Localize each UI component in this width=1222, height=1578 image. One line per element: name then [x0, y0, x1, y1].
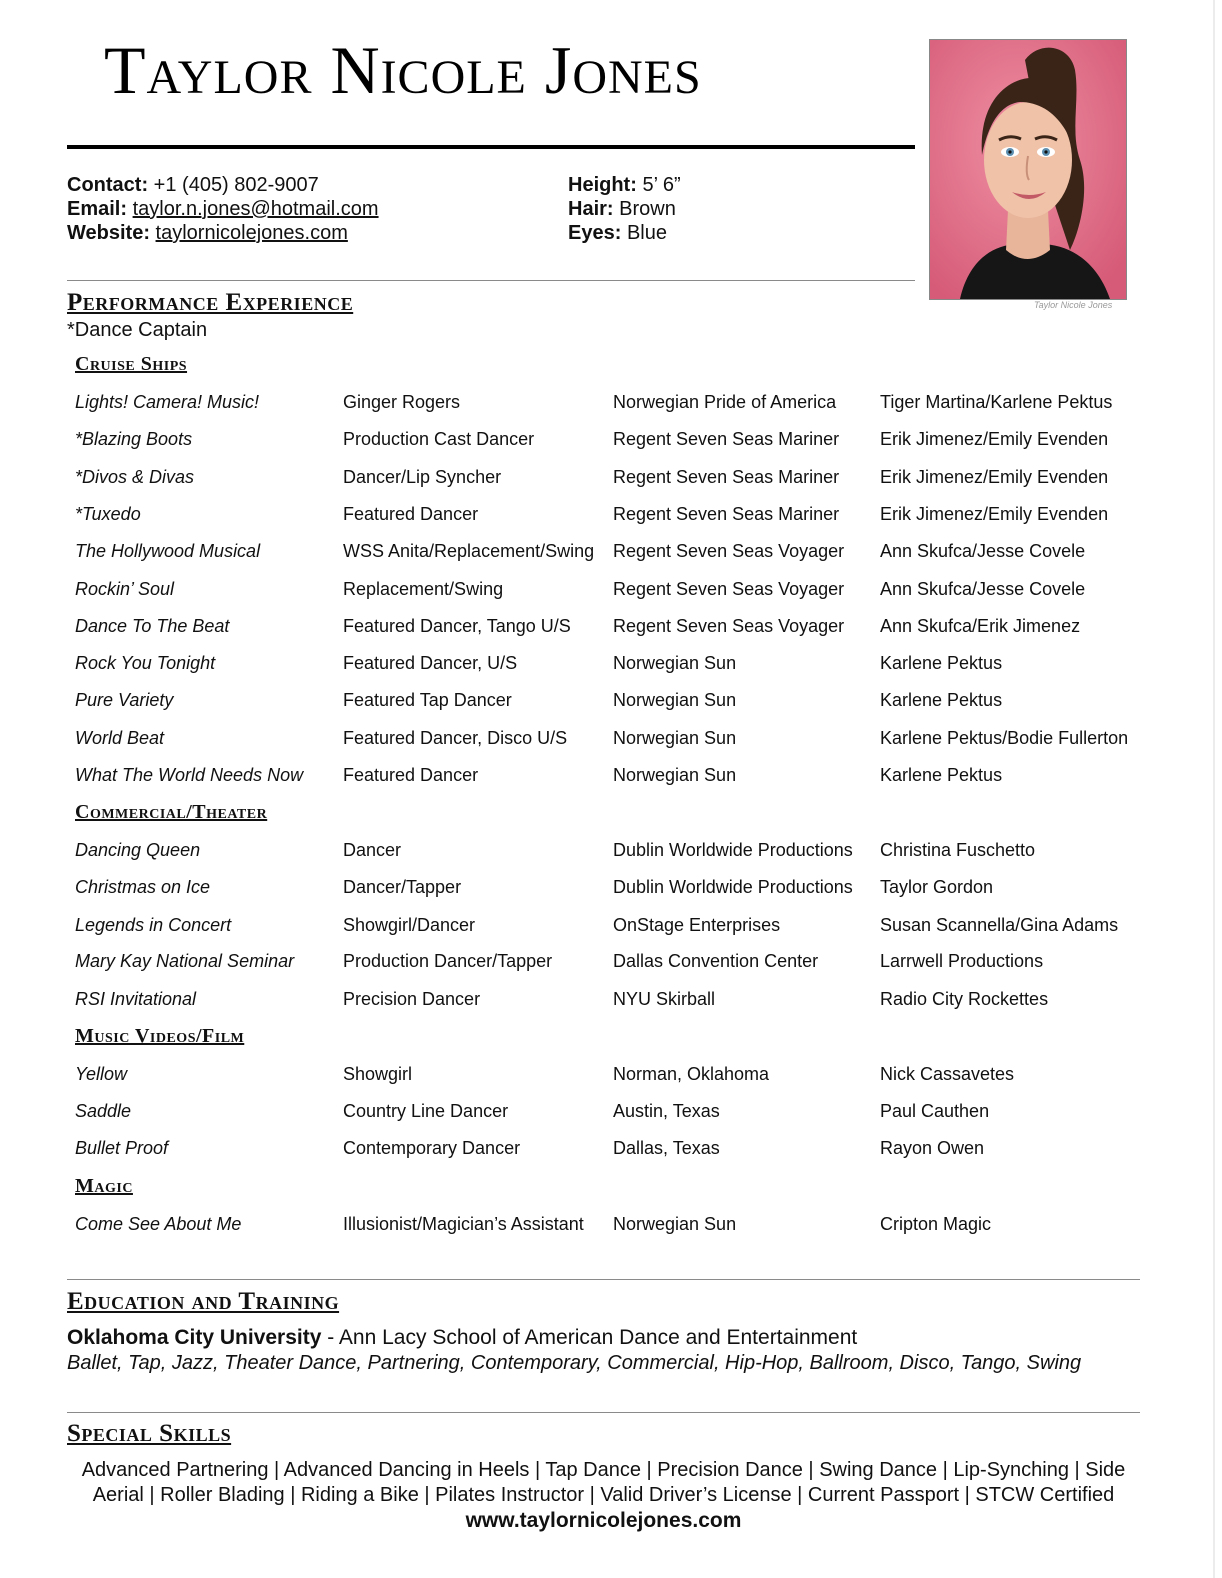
- venue: Norwegian Sun: [613, 765, 737, 785]
- table-row: [0, 651, 1222, 675]
- role: Showgirl: [343, 1064, 413, 1084]
- skills-list: [67, 1458, 1140, 1508]
- table-row: [0, 539, 1222, 563]
- footer-website-link[interactable]: www.taylornicolejones.com: [465, 1509, 742, 1532]
- show-title: The Hollywood Musical: [75, 541, 261, 561]
- show-title: World Beat: [75, 728, 165, 748]
- website-line: [67, 221, 379, 245]
- show-title: Mary Kay National Seminar: [75, 951, 295, 971]
- role: Production Cast Dancer: [343, 429, 535, 449]
- hair-value: Brown: [619, 198, 676, 220]
- table-row: [0, 726, 1222, 750]
- header-rule: [67, 145, 915, 149]
- venue: Norwegian Sun: [613, 1214, 737, 1234]
- height-label: Height:: [568, 174, 637, 196]
- table-row: [0, 688, 1222, 712]
- website-link[interactable]: taylornicolejones.com: [155, 222, 348, 244]
- director: Erik Jimenez/Emily Evenden: [880, 467, 1109, 487]
- director: Paul Cauthen: [880, 1101, 990, 1121]
- show-title: *Blazing Boots: [75, 429, 193, 449]
- director: Karlene Pektus/Bodie Fullerton: [880, 728, 1129, 748]
- dance-captain-note: *Dance Captain: [67, 319, 208, 341]
- show-title: Rockin’ Soul: [75, 579, 175, 599]
- website-label: Website:: [67, 222, 150, 244]
- table-row: [0, 465, 1222, 489]
- venue: Regent Seven Seas Voyager: [613, 616, 845, 636]
- director: Karlene Pektus: [880, 690, 1003, 710]
- director: Ann Skufca/Erik Jimenez: [880, 616, 1081, 636]
- director: Erik Jimenez/Emily Evenden: [880, 429, 1109, 449]
- eyes-label: Eyes:: [568, 222, 622, 244]
- email-line: [67, 197, 379, 221]
- table-row: [0, 1212, 1222, 1236]
- venue: Austin, Texas: [613, 1101, 720, 1121]
- role: WSS Anita/Replacement/Swing: [343, 541, 595, 561]
- hair-label: Hair:: [568, 198, 614, 220]
- director: Christina Fuschetto: [880, 840, 1036, 860]
- venue: Dallas Convention Center: [613, 951, 819, 971]
- venue: OnStage Enterprises: [613, 915, 781, 935]
- role: Dancer/Tapper: [343, 877, 462, 897]
- eyes-line: [568, 221, 681, 245]
- director: Nick Cassavetes: [880, 1064, 1015, 1084]
- cruise-ships-title: Cruise Ships: [75, 353, 188, 375]
- role: Ginger Rogers: [343, 392, 461, 412]
- show-title: Saddle: [75, 1101, 132, 1121]
- table-row: [0, 502, 1222, 526]
- show-title: RSI Invitational: [75, 989, 197, 1009]
- table-row: [0, 1099, 1222, 1123]
- table-row: [0, 390, 1222, 414]
- contact-phone[interactable]: +1 (405) 802-9007: [153, 174, 319, 196]
- height-value: 5’ 6”: [642, 174, 681, 196]
- page-edge-line: [1213, 0, 1215, 1578]
- email-link[interactable]: taylor.n.jones@hotmail.com: [132, 198, 379, 220]
- director: Erik Jimenez/Emily Evenden: [880, 504, 1109, 524]
- show-title: *Tuxedo: [75, 504, 141, 524]
- venue: Regent Seven Seas Voyager: [613, 541, 845, 561]
- school-program: - Ann Lacy School of American Dance and Entertainment: [321, 1326, 858, 1349]
- role: Featured Dancer: [343, 504, 479, 524]
- show-title: Pure Variety: [75, 690, 174, 710]
- venue: Dallas, Texas: [613, 1138, 720, 1158]
- contact-block: [67, 173, 379, 245]
- show-title: Legends in Concert: [75, 915, 232, 935]
- table-row: [0, 1062, 1222, 1086]
- table-row: [0, 875, 1222, 899]
- role: Showgirl/Dancer: [343, 915, 476, 935]
- photo-caption: Taylor Nicole Jones: [1034, 300, 1113, 310]
- education-school-line: [67, 1326, 857, 1350]
- email-label: Email:: [67, 198, 128, 220]
- director: Taylor Gordon: [880, 877, 994, 897]
- skills-line-1: Advanced Partnering | Advanced Dancing in Heels | Tap Dance | Precision Dance | Swing Dance | Lip-Synching | Side: [81, 1459, 1126, 1481]
- role: Featured Dancer: [343, 765, 479, 785]
- school-name: Oklahoma City University: [67, 1326, 322, 1349]
- director: Tiger Martina/Karlene Pektus: [880, 392, 1113, 412]
- table-row: [0, 838, 1222, 862]
- eyes-value: Blue: [626, 222, 667, 244]
- role: Replacement/Swing: [343, 579, 504, 599]
- magic-title: Magic: [75, 1175, 133, 1197]
- education-title: Education and Training: [67, 1288, 340, 1315]
- hair-line: [568, 197, 681, 221]
- venue: Dublin Worldwide Productions: [613, 877, 853, 897]
- director: Rayon Owen: [880, 1138, 985, 1158]
- contact-line: [67, 173, 379, 197]
- venue: Regent Seven Seas Mariner: [613, 467, 840, 487]
- table-row: [0, 913, 1222, 937]
- venue: Norwegian Sun: [613, 690, 737, 710]
- height-line: [568, 173, 681, 197]
- show-title: Come See About Me: [75, 1214, 242, 1234]
- show-title: Dancing Queen: [75, 840, 201, 860]
- venue: NYU Skirball: [613, 989, 716, 1009]
- director: Karlene Pektus: [880, 653, 1003, 673]
- venue: Norwegian Pride of America: [613, 392, 837, 412]
- table-row: [0, 1136, 1222, 1160]
- show-title: Bullet Proof: [75, 1138, 169, 1158]
- show-title: What The World Needs Now: [75, 765, 304, 785]
- director: Larrwell Productions: [880, 951, 1044, 971]
- director: Susan Scannella/Gina Adams: [880, 915, 1119, 935]
- table-row: [0, 763, 1222, 787]
- commercial-theater-title: Commercial/Theater: [75, 801, 268, 823]
- director: Radio City Rockettes: [880, 989, 1049, 1009]
- table-row: [0, 577, 1222, 601]
- skills-line-2: Aerial | Roller Blading | Riding a Bike | Pilates Instructor | Valid Driver’s License | Current Passport | STCW Certified: [92, 1484, 1115, 1506]
- performance-title: Performance Experience: [67, 289, 354, 316]
- show-title: Dance To The Beat: [75, 616, 230, 636]
- table-row: [0, 427, 1222, 451]
- venue: Regent Seven Seas Voyager: [613, 579, 845, 599]
- role: Precision Dancer: [343, 989, 481, 1009]
- venue: Norman, Oklahoma: [613, 1064, 770, 1084]
- director: Cripton Magic: [880, 1214, 992, 1234]
- show-title: *Divos & Divas: [75, 467, 195, 487]
- director: Ann Skufca/Jesse Covele: [880, 579, 1086, 599]
- role: Illusionist/Magician’s Assistant: [343, 1214, 584, 1234]
- contact-label: Contact:: [67, 174, 149, 196]
- stats-block: [568, 173, 681, 245]
- show-title: Lights! Camera! Music!: [75, 392, 260, 412]
- show-title: Rock You Tonight: [75, 653, 216, 673]
- director: Karlene Pektus: [880, 765, 1003, 785]
- role: Dancer: [343, 840, 402, 860]
- role: Contemporary Dancer: [343, 1138, 521, 1158]
- role: Dancer/Lip Syncher: [343, 467, 502, 487]
- show-title: Christmas on Ice: [75, 877, 211, 897]
- role: Featured Dancer, Tango U/S: [343, 616, 571, 636]
- music-videos-film-title: Music Videos/Film: [75, 1025, 245, 1047]
- venue: Norwegian Sun: [613, 653, 737, 673]
- role: Country Line Dancer: [343, 1101, 509, 1121]
- director: Ann Skufca/Jesse Covele: [880, 541, 1086, 561]
- role: Featured Tap Dancer: [343, 690, 512, 710]
- skills-divider: [67, 1412, 1140, 1413]
- table-row: [0, 949, 1222, 973]
- education-courses: Ballet, Tap, Jazz, Theater Dance, Partnering, Contemporary, Commercial, Hip-Hop, Ballroom, Disco, Tango, Swing: [67, 1352, 1082, 1374]
- role: Featured Dancer, U/S: [343, 653, 518, 673]
- special-skills-title: Special Skills: [67, 1420, 232, 1447]
- role: Production Dancer/Tapper: [343, 951, 553, 971]
- headshot-illustration: [930, 40, 1126, 299]
- venue: Dublin Worldwide Productions: [613, 840, 853, 860]
- venue: Regent Seven Seas Mariner: [613, 504, 840, 524]
- education-divider: [67, 1279, 1140, 1280]
- resume-name: Taylor Nicole Jones: [104, 32, 702, 108]
- show-title: Yellow: [75, 1064, 128, 1084]
- venue: Norwegian Sun: [613, 728, 737, 748]
- table-row: [0, 987, 1222, 1011]
- role: Featured Dancer, Disco U/S: [343, 728, 568, 748]
- headshot-photo: [929, 39, 1127, 300]
- header-divider: [67, 280, 915, 281]
- venue: Regent Seven Seas Mariner: [613, 429, 840, 449]
- table-row: [0, 614, 1222, 638]
